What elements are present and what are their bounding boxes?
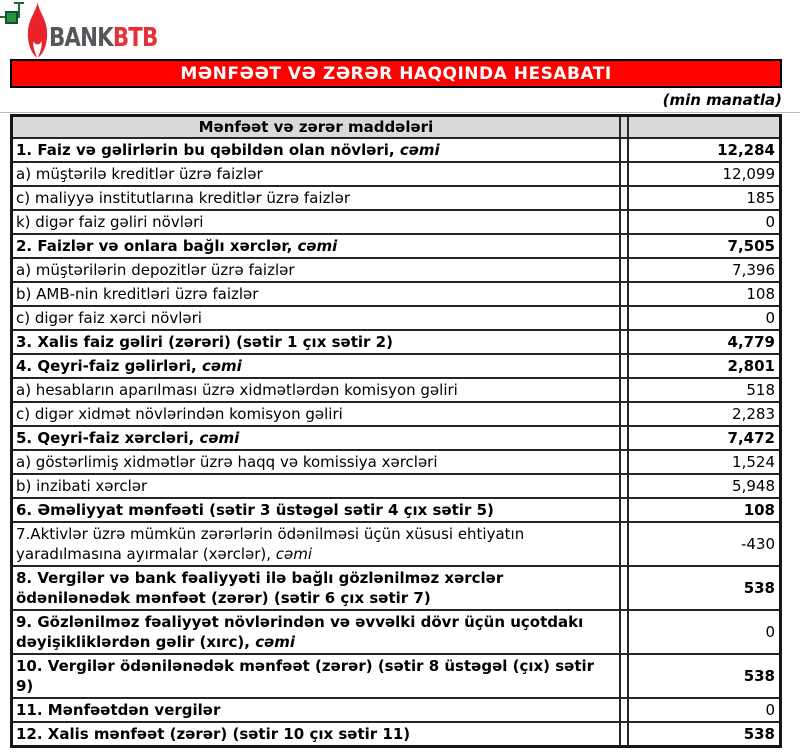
spacer-cell <box>620 138 628 162</box>
row-label-text: 2. Faizlər və onlara bağlı xərclər, <box>16 237 298 255</box>
spacer-cell <box>620 234 628 258</box>
spacer-cell <box>620 210 628 234</box>
row-label-text: c) digər xidmət növlərindən komisyon gəliri <box>16 405 343 423</box>
table-row <box>12 566 781 610</box>
row-label-text: a) müştərilə kreditlər üzrə faizlər <box>16 165 263 183</box>
header-value-cell <box>628 116 781 139</box>
row-label-italic-suffix: cəmi <box>199 429 240 447</box>
table-row <box>12 522 781 566</box>
row-label <box>12 722 620 747</box>
table-row <box>12 354 781 378</box>
spacer-cell <box>620 426 628 450</box>
spacer-cell <box>620 498 628 522</box>
row-label <box>12 234 620 258</box>
header-spacer-cell <box>620 116 628 139</box>
row-label <box>12 354 620 378</box>
unit-note: (min manatla) <box>662 91 782 109</box>
row-value: 2,801 <box>628 354 781 378</box>
report-title-banner <box>10 59 782 88</box>
row-label <box>12 522 620 566</box>
spacer-cell <box>620 330 628 354</box>
row-value: 0 <box>628 210 781 234</box>
table-row <box>12 186 781 210</box>
row-label <box>12 654 620 698</box>
row-label-text: c) digər faiz xərci növləri <box>16 309 202 327</box>
row-label-text: a) göstərlimiş xidmətlər üzrə haqq və komissiya xərcləri <box>16 453 438 471</box>
row-label <box>12 210 620 234</box>
spacer-cell <box>620 566 628 610</box>
row-label-italic-suffix: cəmi <box>255 633 296 651</box>
row-label-text: a) hesabların aparılması üzrə xidmətlərdən komisyon gəliri <box>16 381 458 399</box>
row-value: 108 <box>628 498 781 522</box>
row-label <box>12 566 620 610</box>
spacer-cell <box>620 610 628 654</box>
table-row <box>12 330 781 354</box>
object-anchor-icon <box>0 1 26 39</box>
row-label-text: 4. Qeyri-faiz gəlirləri, <box>16 357 202 375</box>
row-value: 12,284 <box>628 138 781 162</box>
row-label <box>12 426 620 450</box>
table-row <box>12 378 781 402</box>
row-label <box>12 282 620 306</box>
row-value: 5,948 <box>628 474 781 498</box>
row-label-text: 10. Vergilər ödənilənədək mənfəət (zərər) (sətir 8 üstəgəl (çıx) sətir 9) <box>16 657 595 695</box>
row-label <box>12 138 620 162</box>
table-row <box>12 498 781 522</box>
row-label-text: 6. Əməliyyat mənfəəti (sətir 3 üstəgəl sətir 4 çıx sətir 5) <box>16 501 494 519</box>
row-label-italic-suffix: cəmi <box>201 357 242 375</box>
row-value: 0 <box>628 610 781 654</box>
table-row <box>12 722 781 747</box>
row-value: 12,099 <box>628 162 781 186</box>
row-label <box>12 474 620 498</box>
spacer-cell <box>620 186 628 210</box>
spacer-cell <box>620 306 628 330</box>
spacer-cell <box>620 402 628 426</box>
row-label-text: 11. Mənfəətdən vergilər <box>16 701 221 719</box>
spacer-cell <box>620 654 628 698</box>
row-value: 7,396 <box>628 258 781 282</box>
row-label-text: 12. Xalis mənfəət (zərər) (sətir 10 çıx sətir 11) <box>16 725 411 743</box>
table-row <box>12 654 781 698</box>
table-row <box>12 610 781 654</box>
row-label <box>12 258 620 282</box>
table-row <box>12 450 781 474</box>
row-value: 185 <box>628 186 781 210</box>
row-label-text: b) AMB-nin kreditləri üzrə faizlər <box>16 285 259 303</box>
row-label-text: 5. Qeyri-faiz xərcləri, <box>16 429 200 447</box>
row-label-text: 7.Aktivlər üzrə mümkün zərərlərin ödənilməsi üçün xüsusi ehtiyatın yaradılmasına ayırmalar (xərclər), <box>16 525 525 563</box>
row-label <box>12 498 620 522</box>
row-label-text: 1. Faiz və gəlirlərin bu qəbildən olan növləri, <box>16 141 400 159</box>
table-header-row <box>12 116 781 139</box>
row-value: 538 <box>628 722 781 747</box>
row-label <box>12 186 620 210</box>
row-label <box>12 610 620 654</box>
row-label <box>12 450 620 474</box>
row-value: 0 <box>628 306 781 330</box>
row-value: 7,505 <box>628 234 781 258</box>
table-row <box>12 234 781 258</box>
table-row <box>12 402 781 426</box>
row-label <box>12 162 620 186</box>
spacer-cell <box>620 378 628 402</box>
row-label-italic-suffix: cəmi <box>399 141 440 159</box>
row-value: 518 <box>628 378 781 402</box>
row-value: 108 <box>628 282 781 306</box>
row-label <box>12 306 620 330</box>
row-value: 2,283 <box>628 402 781 426</box>
row-value: 4,779 <box>628 330 781 354</box>
row-value: 538 <box>628 566 781 610</box>
row-label-text: c) maliyyə institutlarına kreditlər üzrə faizlər <box>16 189 350 207</box>
spacer-cell <box>620 474 628 498</box>
table-row <box>12 138 781 162</box>
table-row <box>12 162 781 186</box>
row-label-italic-suffix: cəmi <box>275 545 313 563</box>
row-value: 0 <box>628 698 781 722</box>
report-title: MƏNFƏƏT VƏ ZƏRƏR HAQQINDA HESABATI <box>180 63 612 84</box>
header-items-label: Mənfəət və zərər maddələri <box>12 116 620 139</box>
row-value: 538 <box>628 654 781 698</box>
anchor-square <box>5 11 18 24</box>
logo-wordmark <box>49 23 157 53</box>
row-label <box>12 378 620 402</box>
row-label-text: a) müştərilərin depozitlər üzrə faizlər <box>16 261 295 279</box>
spacer-cell <box>620 522 628 566</box>
pnl-table <box>10 114 782 748</box>
row-value: 1,524 <box>628 450 781 474</box>
table-row <box>12 210 781 234</box>
row-label-text: 3. Xalis faiz gəliri (zərəri) (sətir 1 çıx sətir 2) <box>16 333 393 351</box>
spacer-cell <box>620 450 628 474</box>
logo-bank-text: BANK <box>49 23 113 53</box>
row-value: 7,472 <box>628 426 781 450</box>
spacer-cell <box>620 722 628 747</box>
row-label-italic-suffix: cəmi <box>297 237 338 255</box>
table-row <box>12 258 781 282</box>
row-label <box>12 402 620 426</box>
flame-logo-icon <box>27 2 48 59</box>
table-row <box>12 306 781 330</box>
spacer-cell <box>620 162 628 186</box>
spacer-cell <box>620 282 628 306</box>
table-row <box>12 282 781 306</box>
spacer-cell <box>620 258 628 282</box>
row-label <box>12 698 620 722</box>
row-label-text: 9. Gözlənilməz fəaliyyət növlərindən və əvvəlki dövr üçün uçotdakı dəyişikliklərdən gəlir (xırc), <box>16 613 584 651</box>
row-label-text: 8. Vergilər və bank fəaliyyəti ilə bağlı gözlənilməz xərclər ödənilənədək mənfəət (zərər) (sətir 6 çıx sətir 7) <box>16 569 504 607</box>
table-row <box>12 698 781 722</box>
logo-btb-text: BTB <box>112 23 158 53</box>
spacer-cell <box>620 698 628 722</box>
spacer-cell <box>620 354 628 378</box>
horizontal-rule <box>0 112 800 113</box>
row-label-text: b) inzibati xərclər <box>16 477 148 495</box>
table-row <box>12 426 781 450</box>
table-row <box>12 474 781 498</box>
row-label <box>12 330 620 354</box>
row-label-text: k) digər faiz gəliri növləri <box>16 213 204 231</box>
table-body <box>12 138 781 747</box>
row-value: -430 <box>628 522 781 566</box>
